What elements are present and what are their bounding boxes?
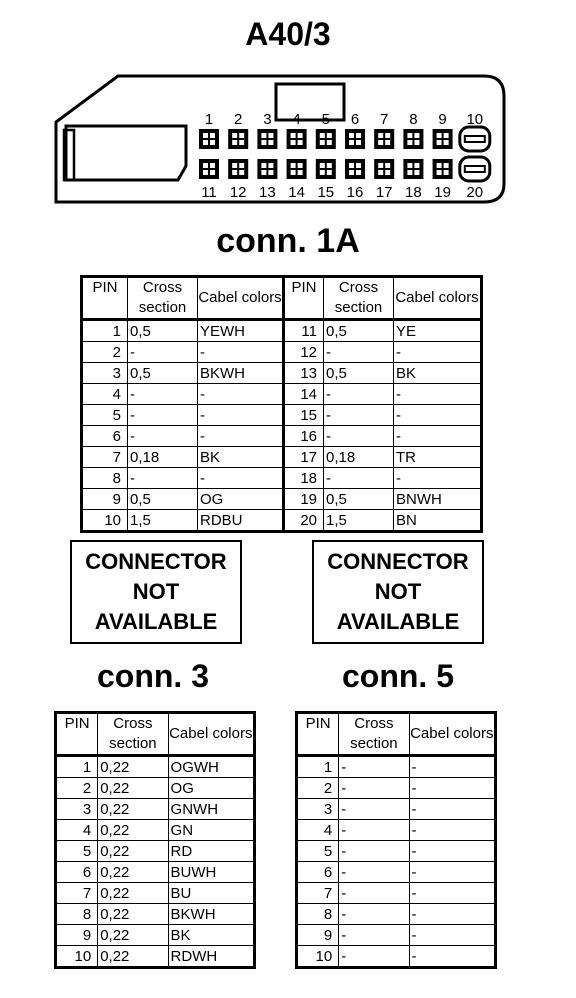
pin-cell: 19 [284, 489, 324, 510]
cross-section-cell: - [324, 426, 394, 447]
pin-cell: 4 [297, 820, 339, 841]
pin-cell: 3 [297, 799, 339, 820]
header-pin: PIN [56, 713, 98, 756]
cross-section-cell: 0,5 [324, 489, 394, 510]
pin-cell: 18 [284, 468, 324, 489]
pin-terminal [403, 129, 423, 149]
na-line: NOT [374, 579, 422, 604]
cross-section-cell: 0,18 [324, 447, 394, 468]
table-row [82, 363, 482, 384]
table-row [56, 778, 255, 799]
header-cross-section: Cross section [324, 277, 394, 320]
cabel-color-cell: - [198, 468, 284, 489]
pin-number-label: 7 [380, 111, 389, 128]
cabel-color-cell: BNWH [394, 489, 482, 510]
cross-section-cell: 0,22 [98, 778, 168, 799]
pin-cell: 11 [284, 320, 324, 342]
cabel-color-cell: - [409, 841, 495, 862]
pin-labels [201, 111, 483, 201]
table-row [297, 904, 496, 925]
table-row [56, 820, 255, 841]
pin-cell: 2 [297, 778, 339, 799]
pin-terminal [345, 129, 365, 149]
pin-cell: 10 [82, 510, 128, 532]
cross-section-cell: - [339, 841, 409, 862]
pin-cell: 5 [297, 841, 339, 862]
table-row [56, 946, 255, 968]
conn5-title: conn. 5 [341, 658, 454, 694]
pin-cell: 1 [297, 756, 339, 778]
cross-section-cell: 0,22 [98, 820, 168, 841]
cross-section-cell: - [128, 405, 198, 426]
cabel-color-cell: BKWH [198, 363, 284, 384]
cross-section-cell: - [339, 946, 409, 968]
pin-cell: 9 [82, 489, 128, 510]
pin-cell: 4 [56, 820, 98, 841]
cross-section-cell: 0,22 [98, 904, 168, 925]
header-cross-section: Cross section [98, 713, 168, 756]
cross-section-cell: - [128, 468, 198, 489]
cross-section-cell: - [128, 384, 198, 405]
cabel-color-cell: BUWH [168, 862, 254, 883]
table-row [297, 946, 496, 968]
conn1a-title: conn. 1A [216, 222, 360, 260]
pin-cell: 20 [284, 510, 324, 532]
pin-number-label: 12 [229, 184, 247, 201]
cross-section-cell: - [324, 405, 394, 426]
cross-section-cell: 0,5 [128, 363, 198, 384]
pin-cell: 1 [82, 320, 128, 342]
header-cabel-colors: Cabel colors [168, 713, 254, 756]
na-line: CONNECTOR [327, 549, 469, 574]
pin-number-label: 17 [375, 184, 393, 201]
pin-terminal [199, 159, 219, 179]
pin-cell: 12 [284, 342, 324, 363]
table-row [297, 756, 496, 778]
table-row [82, 320, 482, 342]
pin-cell: 3 [82, 363, 128, 384]
cross-section-cell: - [339, 925, 409, 946]
pin-cell: 5 [56, 841, 98, 862]
cabel-color-cell: OG [198, 489, 284, 510]
cross-section-cell: 0,22 [98, 946, 168, 968]
pin-terminal [199, 129, 219, 149]
table-row [82, 489, 482, 510]
pin-terminal [257, 129, 277, 149]
table-row [297, 778, 496, 799]
pin-grid [199, 127, 490, 181]
cabel-color-cell: BK [394, 363, 482, 384]
cross-section-cell: 0,5 [128, 489, 198, 510]
table-row [56, 841, 255, 862]
table-row [56, 904, 255, 925]
cabel-color-cell: - [409, 904, 495, 925]
pin-number-label: 15 [317, 184, 335, 201]
cabel-color-cell: RDWH [168, 946, 254, 968]
pin-terminal [287, 159, 307, 179]
cross-section-cell: 0,22 [98, 799, 168, 820]
pin-cell: 6 [297, 862, 339, 883]
cabel-color-cell: - [409, 799, 495, 820]
cross-section-cell: 0,22 [98, 925, 168, 946]
pin-number-label: 19 [434, 184, 451, 201]
table-row [82, 468, 482, 489]
cross-section-cell: - [324, 384, 394, 405]
pin-number-label: 3 [263, 111, 272, 128]
pin-cell: 15 [284, 405, 324, 426]
cabel-color-cell: - [409, 925, 495, 946]
cabel-color-cell: OGWH [168, 756, 254, 778]
cabel-color-cell: - [198, 405, 284, 426]
header-cabel-colors: Cabel colors [409, 713, 495, 756]
pin-cell: 14 [284, 384, 324, 405]
cross-section-cell: 0,22 [98, 883, 168, 904]
pin-cell: 7 [56, 883, 98, 904]
pin-number-label: 4 [292, 111, 301, 128]
header-pin: PIN [82, 277, 128, 320]
table-row [56, 925, 255, 946]
cabel-color-cell: BU [168, 883, 254, 904]
connector-not-available-conn3 [70, 540, 242, 644]
cabel-color-cell: BKWH [168, 904, 254, 925]
pin-number-label: 8 [409, 111, 418, 128]
cross-section-cell: - [339, 883, 409, 904]
cabel-color-cell: - [394, 384, 482, 405]
cabel-color-cell: - [409, 862, 495, 883]
cross-section-cell: - [339, 820, 409, 841]
pin-cell: 9 [297, 925, 339, 946]
pin-cell: 7 [297, 883, 339, 904]
pin-terminal [287, 129, 307, 149]
table-header-row [82, 277, 482, 320]
connector-latch [66, 126, 186, 180]
table-row [82, 405, 482, 426]
cabel-color-cell: - [198, 426, 284, 447]
table-row [82, 510, 482, 532]
cross-section-cell: 1,5 [128, 510, 198, 532]
na-line: NOT [132, 579, 180, 604]
cabel-color-cell: YEWH [198, 320, 284, 342]
pin-number-label: 1 [204, 111, 214, 128]
conn3-table [54, 711, 256, 969]
cross-section-cell: - [324, 342, 394, 363]
cabel-color-cell: BK [168, 925, 254, 946]
na-line: AVAILABLE [336, 609, 460, 634]
pin-cell: 8 [82, 468, 128, 489]
cabel-color-cell: - [198, 384, 284, 405]
table-row [56, 756, 255, 778]
connector-key [276, 84, 344, 120]
cabel-color-cell: OG [168, 778, 254, 799]
cross-section-cell: 0,22 [98, 756, 168, 778]
pin-number-label: 9 [438, 111, 447, 128]
pin-cell: 10 [297, 946, 339, 968]
cabel-color-cell: RDBU [198, 510, 284, 532]
pin-terminal [316, 129, 336, 149]
cross-section-cell: - [324, 468, 394, 489]
cabel-color-cell: - [409, 946, 495, 968]
table-row [297, 925, 496, 946]
table-row [56, 862, 255, 883]
cabel-color-cell: - [409, 778, 495, 799]
cabel-color-cell: - [409, 820, 495, 841]
pin-cell: 9 [56, 925, 98, 946]
pin-terminal [403, 159, 423, 179]
pin-number-label: 6 [350, 111, 360, 128]
cabel-color-cell: GNWH [168, 799, 254, 820]
connector-diagram [52, 72, 508, 204]
pin-cell: 2 [56, 778, 98, 799]
table-row [297, 820, 496, 841]
header-cabel-colors: Cabel colors [198, 277, 284, 320]
cross-section-cell: - [339, 904, 409, 925]
cabel-color-cell: - [198, 342, 284, 363]
pin-number-label: 16 [346, 184, 364, 201]
table-row [82, 384, 482, 405]
pin-cell: 17 [284, 447, 324, 468]
pin-cell: 10 [56, 946, 98, 968]
pin-number-label: 14 [288, 184, 305, 201]
table-row [82, 447, 482, 468]
cross-section-cell: - [128, 426, 198, 447]
pin-cell: 1 [56, 756, 98, 778]
power-pin-terminal [460, 157, 490, 181]
pin-number-label: 11 [201, 184, 217, 201]
conn5-table [295, 711, 497, 969]
connector-not-available-conn5 [312, 540, 484, 644]
pin-terminal [433, 159, 453, 179]
cross-section-cell: - [339, 756, 409, 778]
cross-section-cell: 0,18 [128, 447, 198, 468]
pin-terminal [374, 159, 394, 179]
cross-section-cell: - [339, 799, 409, 820]
pin-number-label: 5 [321, 111, 330, 128]
cabel-color-cell: - [409, 883, 495, 904]
cabel-color-cell: - [394, 468, 482, 489]
cross-section-cell: - [339, 778, 409, 799]
table-row [56, 799, 255, 820]
conn3-title: conn. 3 [96, 658, 209, 694]
header-pin: PIN [284, 277, 324, 320]
cabel-color-cell: - [394, 426, 482, 447]
na-line: CONNECTOR [85, 549, 227, 574]
pin-cell: 5 [82, 405, 128, 426]
header-cross-section: Cross section [339, 713, 409, 756]
pin-terminal [345, 159, 365, 179]
table-row [56, 883, 255, 904]
cabel-color-cell: - [409, 756, 495, 778]
table-row [297, 883, 496, 904]
pin-cell: 13 [284, 363, 324, 384]
pin-terminal [316, 159, 336, 179]
table-row [297, 862, 496, 883]
table-header-row [56, 713, 255, 756]
pin-cell: 3 [56, 799, 98, 820]
cross-section-cell: - [128, 342, 198, 363]
cabel-color-cell: BN [394, 510, 482, 532]
cross-section-cell: - [339, 862, 409, 883]
cross-section-cell: 0,5 [324, 363, 394, 384]
cross-section-cell: 0,22 [98, 862, 168, 883]
pin-number-label: 2 [234, 111, 243, 128]
table-header-row [297, 713, 496, 756]
pin-terminal [228, 159, 248, 179]
pin-terminal [374, 129, 394, 149]
cabel-color-cell: RD [168, 841, 254, 862]
pin-cell: 2 [82, 342, 128, 363]
cross-section-cell: 0,5 [324, 320, 394, 342]
conn1a-table [80, 275, 483, 533]
pin-terminal [433, 129, 453, 149]
main-title: A40/3 [245, 16, 331, 52]
table-row [82, 426, 482, 447]
table-row [297, 841, 496, 862]
cabel-color-cell: TR [394, 447, 482, 468]
cabel-color-cell: YE [394, 320, 482, 342]
pin-cell: 6 [82, 426, 128, 447]
cabel-color-cell: GN [168, 820, 254, 841]
power-pin-terminal [460, 127, 490, 151]
pin-terminal [228, 129, 248, 149]
pin-cell: 6 [56, 862, 98, 883]
header-cabel-colors: Cabel colors [394, 277, 482, 320]
cross-section-cell: 0,5 [128, 320, 198, 342]
pin-terminal [257, 159, 277, 179]
cabel-color-cell: - [394, 405, 482, 426]
cabel-color-cell: BK [198, 447, 284, 468]
pin-cell: 8 [56, 904, 98, 925]
pin-number-label: 18 [405, 184, 422, 201]
table-row [82, 342, 482, 363]
na-line: AVAILABLE [94, 609, 218, 634]
table-row [297, 799, 496, 820]
pin-cell: 4 [82, 384, 128, 405]
pin-cell: 16 [284, 426, 324, 447]
pin-number-label: 13 [259, 184, 276, 201]
pin-number-label: 10 [466, 111, 484, 128]
cross-section-cell: 1,5 [324, 510, 394, 532]
pin-number-label: 20 [466, 184, 484, 201]
header-pin: PIN [297, 713, 339, 756]
cross-section-cell: 0,22 [98, 841, 168, 862]
header-cross-section: Cross section [128, 277, 198, 320]
pin-cell: 8 [297, 904, 339, 925]
pin-cell: 7 [82, 447, 128, 468]
cabel-color-cell: - [394, 342, 482, 363]
